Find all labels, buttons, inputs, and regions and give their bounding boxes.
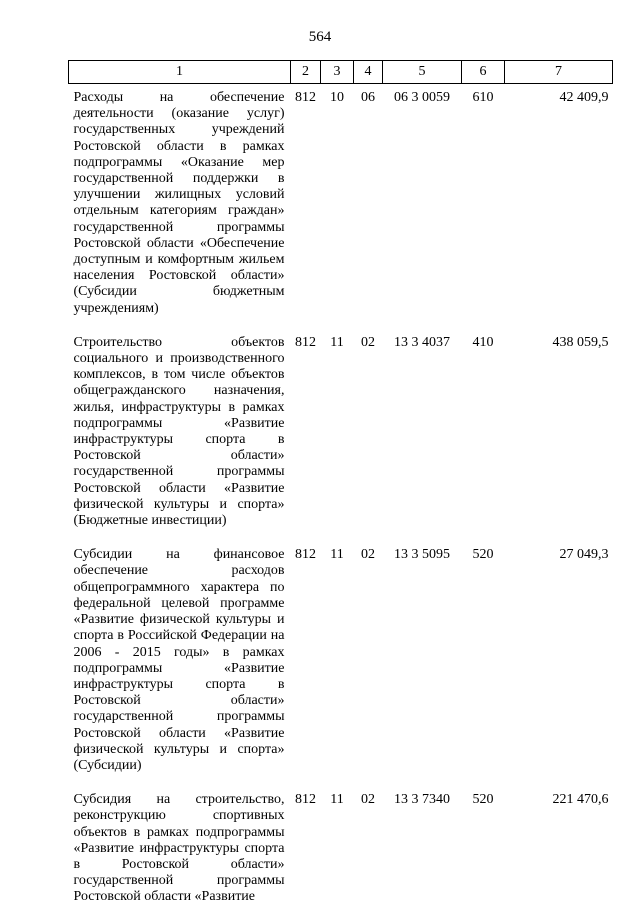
cell-subsection: 06 bbox=[361, 90, 375, 105]
cell-target-article: 06 3 0059 bbox=[394, 90, 450, 105]
cell-subsection: 02 bbox=[361, 547, 375, 563]
cell-expense-type: 520 bbox=[472, 547, 494, 563]
row-description: Строительство объектов социального и производственного комплексов, в том числе объектов общегражданского назначения, жилья, инфраструктуры в рамках подпрограммы «Развитие инфраструктуры спорта в Ростовской области» государственной программы Ростовской области «Развитие физической культуры и спорта» (Бюджетные инвестиции) bbox=[73, 334, 285, 529]
cell-amount: 438 059,5 bbox=[552, 334, 609, 350]
cell-ministry-code: 812 bbox=[295, 334, 316, 350]
cell-expense-type: 610 bbox=[472, 90, 494, 105]
row-description: Субсидия на строительство, реконструкцию спортивных объектов в рамках подпрограммы «Развитие инфраструктуры спорта в Ростовской области» государственной программы Ростовской области «Развитие bbox=[73, 792, 285, 905]
cell-target-article: 13 3 7340 bbox=[394, 792, 450, 808]
column-header-3: 3 bbox=[321, 61, 354, 84]
table-row bbox=[69, 84, 613, 329]
table-row bbox=[69, 541, 613, 786]
cell-subsection: 02 bbox=[361, 334, 375, 350]
cell-expense-type: 520 bbox=[472, 792, 494, 808]
column-header-5: 5 bbox=[383, 61, 462, 84]
column-header-4: 4 bbox=[354, 61, 383, 84]
cell-ministry-code: 812 bbox=[295, 792, 316, 808]
cell-section: 11 bbox=[330, 792, 344, 808]
column-header-1: 1 bbox=[69, 61, 291, 84]
page-number: 564 bbox=[308, 29, 332, 45]
row-description: Расходы на обеспечение деятельности (оказание услуг) государственных учреждений Ростовской области в рамках подпрограммы «Оказание мер государственной поддержки в улучшении жилищных условий отдельным категориям граждан» государственной программы Ростовской области «Обеспечение доступным и комфортным жильем населения Ростовской области» (Субсидии бюджетным учреждениям) bbox=[73, 90, 285, 316]
table-header-row bbox=[69, 61, 613, 84]
table-row bbox=[69, 329, 613, 541]
cell-section: 11 bbox=[330, 334, 344, 350]
cell-amount: 221 470,6 bbox=[552, 792, 609, 808]
cell-subsection: 02 bbox=[361, 792, 375, 808]
row-description: Субсидии на финансовое обеспечение расходов общепрограммного характера по федеральной целевой программе «Развитие физической культуры и спорта в Российской Федерации на 2006 - 2015 годы» в рамках подпрограммы «Развитие инфраструктуры спорта в Ростовской области» государственной программы Ростовской области «Развитие физической культуры и спорта» (Субсидии) bbox=[73, 547, 285, 773]
cell-target-article: 13 3 4037 bbox=[394, 334, 450, 350]
budget-table bbox=[68, 60, 613, 906]
column-header-6: 6 bbox=[462, 61, 505, 84]
column-header-2: 2 bbox=[291, 61, 321, 84]
cell-ministry-code: 812 bbox=[295, 90, 316, 105]
cell-expense-type: 410 bbox=[472, 334, 494, 350]
cell-amount: 42 409,9 bbox=[559, 90, 609, 105]
table-row bbox=[69, 786, 613, 905]
column-header-7: 7 bbox=[505, 61, 613, 84]
cell-ministry-code: 812 bbox=[295, 547, 316, 563]
cell-section: 11 bbox=[330, 547, 344, 563]
cell-amount: 27 049,3 bbox=[559, 547, 609, 563]
cell-target-article: 13 3 5095 bbox=[394, 547, 450, 563]
cell-section: 10 bbox=[330, 90, 344, 105]
